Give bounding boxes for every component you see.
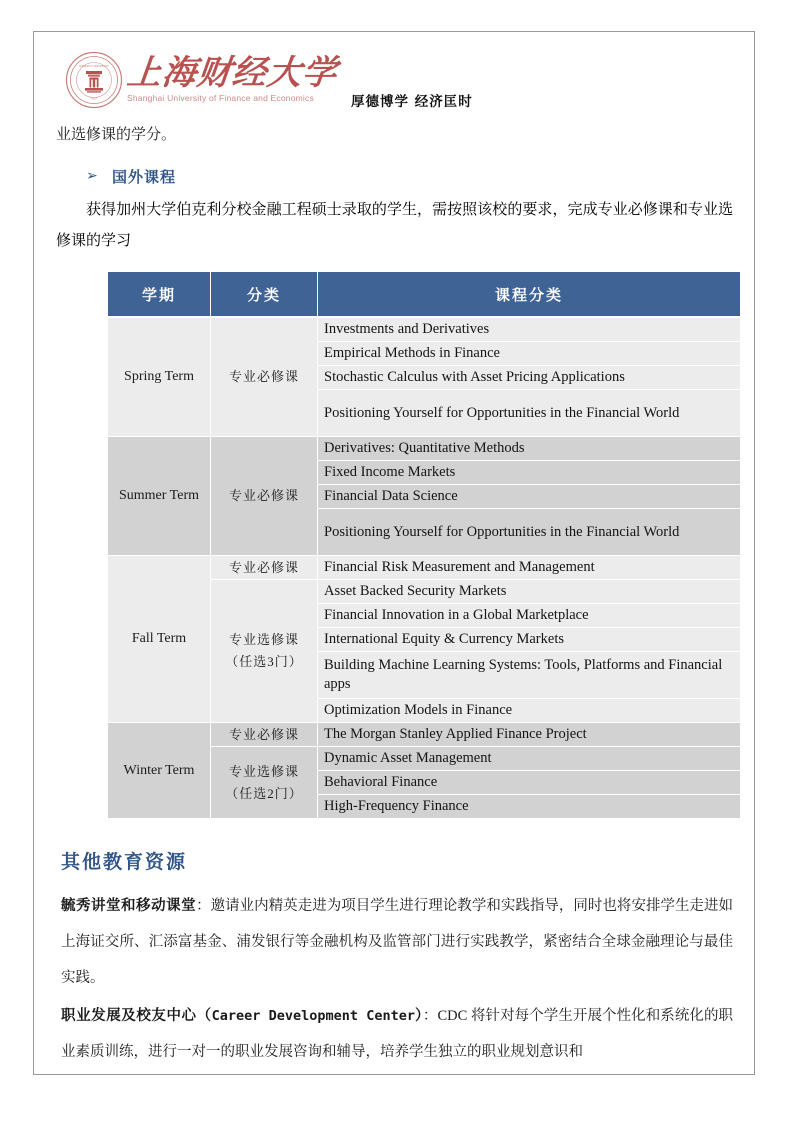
university-logo-text [127,57,337,103]
course-schedule-table [107,271,741,819]
resource-separator-0: ： [196,898,211,914]
overseas-courses-paragraph: 获得加州大学伯克利分校金融工程硕士录取的学生，需按照该校的要求，完成专业必修课和专业选修课的学习 [56,202,733,249]
table-row [108,317,741,342]
course-name-cell: Fixed Income Markets [318,461,741,485]
document-header [33,44,755,116]
university-name-cn: 上海财经大学 [125,55,339,93]
course-name-cell: Empirical Methods in Finance [318,342,741,366]
column-header-category: 分类 [211,272,318,318]
course-name-cell: Dynamic Asset Management [318,747,741,771]
table-body [108,317,741,819]
category-cell: 专业必修课 [211,723,318,747]
category-cell: 专业必修课 [211,317,318,437]
course-name-cell: High-Frequency Finance [318,795,741,819]
course-name-cell: The Morgan Stanley Applied Finance Project [318,723,741,747]
column-header-term: 学期 [108,272,211,318]
course-name-cell: Financial Data Science [318,485,741,509]
term-cell: Fall Term [108,556,211,723]
course-name-cell: Positioning Yourself for Opportunities in the Financial World [318,509,741,556]
resource-body-lecture-hall: 邀请业内精英走进为项目学生进行理论教学和实践指导，同时也将安排学生走进如上海证交所、汇添富基金、浦发银行等金融机构及监管部门进行实践教学，紧密结合全球金融理论与最佳实践。 [61,898,734,986]
course-name-cell: Stochastic Calculus with Asset Pricing Applications [318,366,741,390]
course-name-cell: International Equity & Currency Markets [318,628,741,652]
university-name-en: Shanghai University of Finance and Economics [127,93,314,104]
course-name-cell: Derivatives: Quantitative Methods [318,437,741,461]
course-name-cell: Financial Risk Measurement and Management [318,556,741,580]
document-body [33,120,755,1072]
term-cell: Winter Term [108,723,211,819]
resource-paragraph-cdc [56,998,733,1070]
course-name-cell: Behavioral Finance [318,771,741,795]
table-header-row [108,272,741,318]
bullet-heading-label: 国外课程 [112,170,177,186]
course-name-cell: Positioning Yourself for Opportunities in the Financial World [318,390,741,437]
course-name-cell: Financial Innovation in a Global Marketplace [318,604,741,628]
category-cell: 专业必修课 [211,556,318,580]
category-cell: 专业选修课 （任选3门） [211,580,318,723]
resource-separator-1: ： [422,1008,438,1024]
continuation-paragraph: 业选修课的学分。 [56,127,177,143]
resource-paragraph-lecture-hall [56,888,733,996]
section-title-other-resources: 其他教育资源 [61,852,188,873]
course-name-cell: Asset Backed Security Markets [318,580,741,604]
resource-term-cdc-en: Career Development Center [211,1008,415,1024]
category-cell: 专业选修课 （任选2门） [211,747,318,819]
university-motto: 厚德博学 经济匡时 [351,94,473,110]
university-seal-icon [65,51,123,109]
resource-body-cdc: CDC 将针对每个学生开展个性化和系统化的职业素质训练，进行一对一的职业发展咨询和辅导，培养学生独立的职业规划意识和 [61,1008,734,1060]
table-row [108,556,741,580]
arrow-bullet-icon: ➢ [86,168,98,184]
table-row [108,723,741,747]
category-cell: 专业必修课 [211,437,318,556]
course-name-cell: Optimization Models in Finance [318,699,741,723]
term-cell: Summer Term [108,437,211,556]
table-row [108,437,741,461]
resource-term-cdc-cn: 职业发展及校友中心（ [61,1008,212,1024]
svg-text:SHANGHAI UNIVERSITY: SHANGHAI UNIVERSITY [78,65,110,68]
svg-text:1917: 1917 [90,96,98,101]
resource-term-cdc-cn-tail: ） [414,1008,423,1024]
course-name-cell: Investments and Derivatives [318,317,741,342]
column-header-course: 课程分类 [318,272,741,318]
term-cell: Spring Term [108,317,211,437]
course-name-cell: Building Machine Learning Systems: Tools, Platforms and Financial apps [318,652,741,699]
resource-term-lecture-hall: 毓秀讲堂和移动课堂 [61,898,197,914]
bullet-heading-overseas-courses [56,166,733,187]
